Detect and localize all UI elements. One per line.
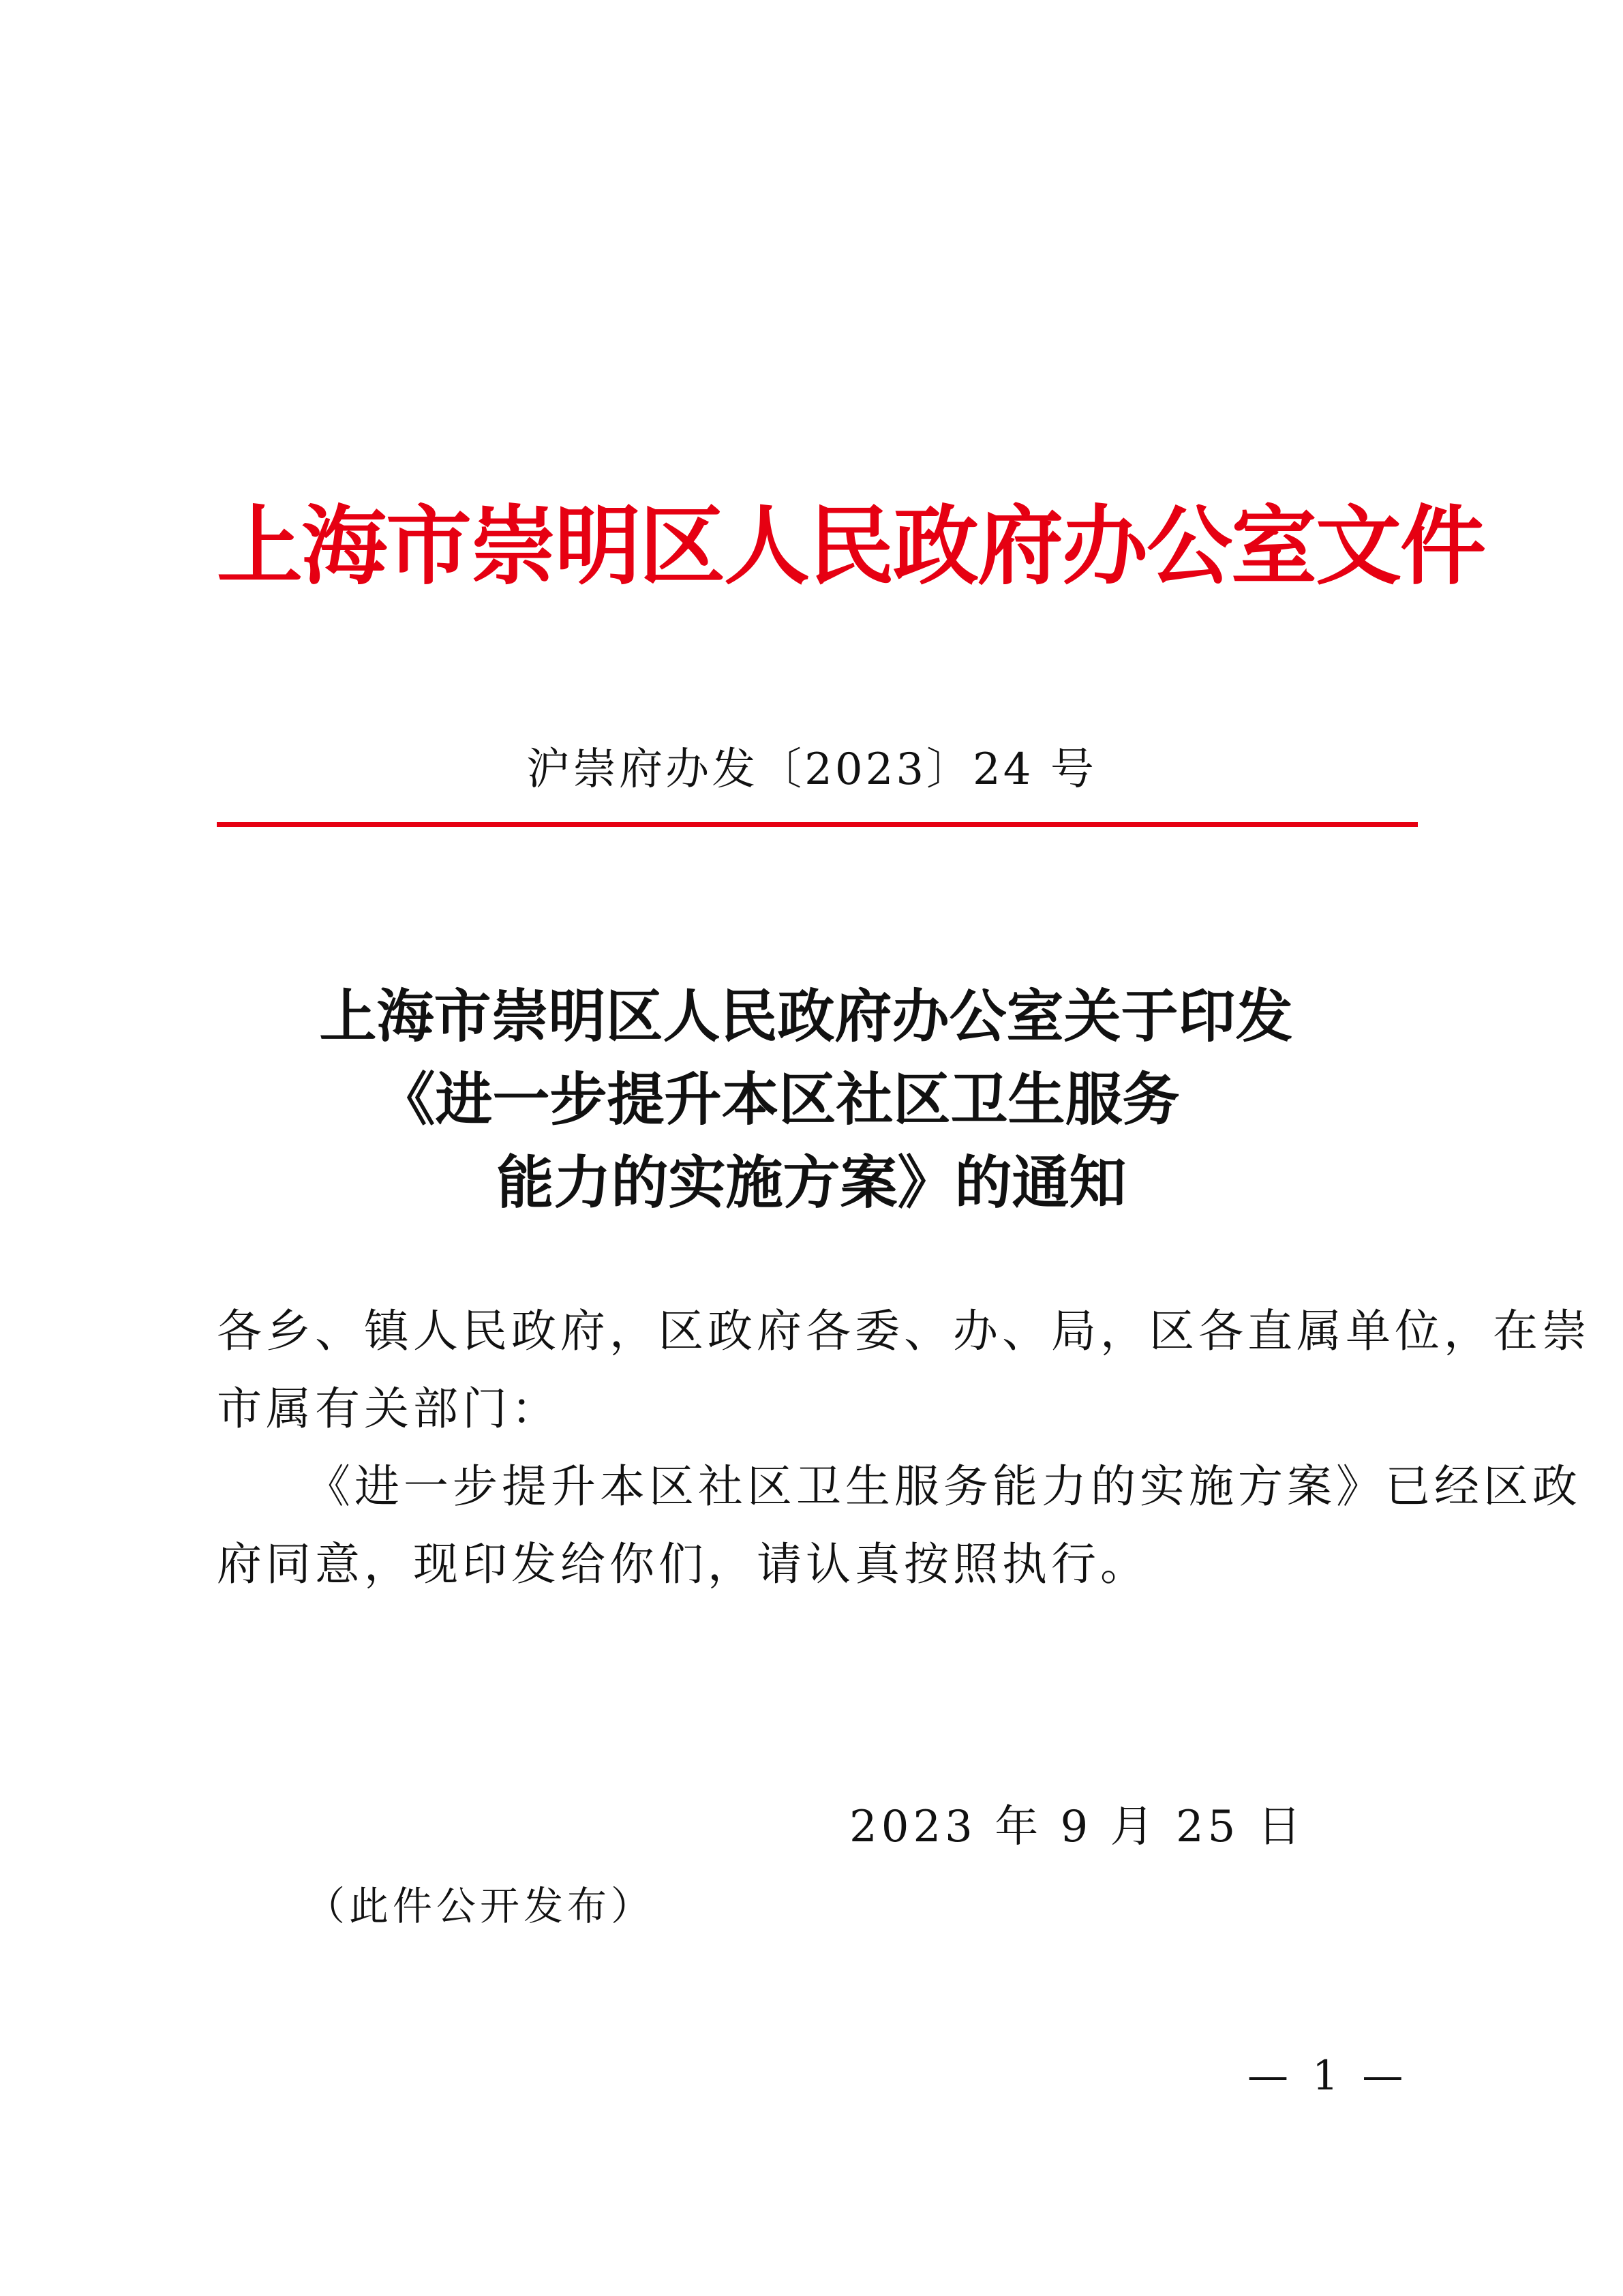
- notice-title-line: 能力的实施方案》的通知: [496, 1149, 1127, 1216]
- notice-title-line: 上海市崇明区人民政府办公室关于印发: [319, 982, 1293, 1050]
- red-divider-line: [217, 822, 1418, 827]
- body-paragraph: [217, 1448, 1581, 1603]
- issuer-title: 上海市崇明区人民政府办公室文件: [217, 496, 1485, 596]
- notice-title: [0, 975, 1623, 1224]
- publish-note: （此件公开发布）: [305, 1883, 655, 1929]
- paragraph-line: 府同意，现印发给你们，请认真按照执行。: [217, 1538, 1149, 1590]
- notice-title-line: 《进一步提升本区社区卫生服务: [378, 1066, 1180, 1133]
- issue-date: 2023 年 9 月 25 日: [849, 1802, 1305, 1852]
- addressee-line: 市属有关部门：: [217, 1383, 560, 1435]
- addressee: [217, 1293, 1591, 1448]
- document-number: 沪崇府办发〔2023〕24 号: [526, 744, 1097, 795]
- addressee-line: 各乡、镇人民政府，区政府各委、办、局，区各直属单位，在崇: [217, 1305, 1591, 1357]
- paragraph-line: 《进一步提升本区社区卫生服务能力的实施方案》已经区政: [305, 1460, 1581, 1513]
- page-number: — 1 —: [1247, 2052, 1409, 2100]
